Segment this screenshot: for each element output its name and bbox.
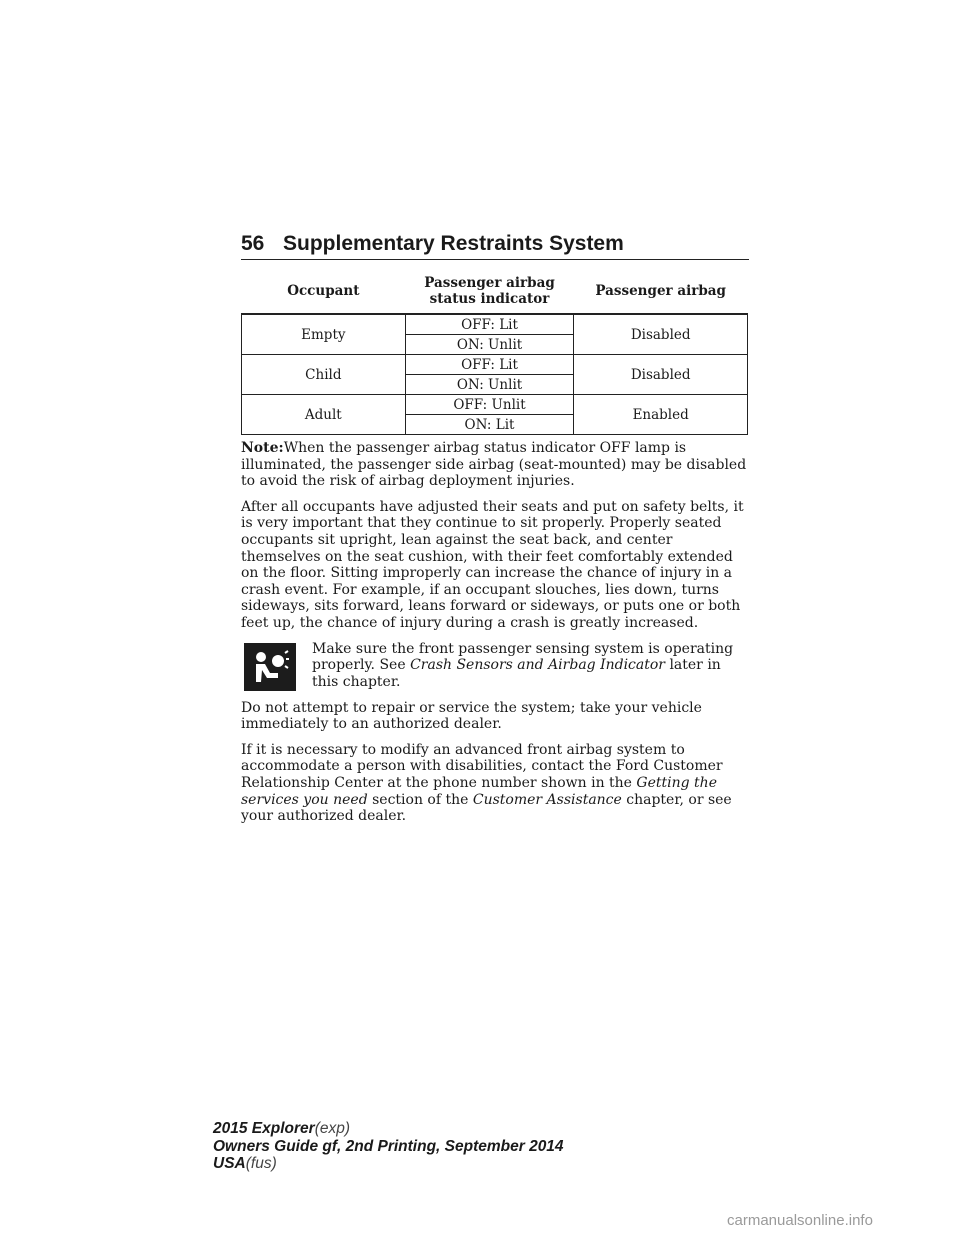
note-paragraph bbox=[241, 440, 751, 490]
table-row bbox=[242, 314, 748, 335]
footer-line-3 bbox=[213, 1155, 564, 1173]
col-header-airbag: Passenger airbag bbox=[595, 283, 726, 299]
note-text: When the passenger airbag status indicator OFF lamp is illuminated, the passenger side airbag (seat-mounted) may be disabled to avoid the risk of airbag deployment injuries. bbox=[241, 440, 747, 490]
col-header-indicator-line2: status indicator bbox=[429, 291, 550, 307]
page-footer bbox=[213, 1120, 564, 1173]
airbag-warning-icon bbox=[244, 643, 296, 691]
modify-text-1: If it is necessary to modify an advanced front airbag system to accommodate a person with disabilities, contact the Ford Customer Relationship Center at the phone number shown in the bbox=[241, 741, 723, 791]
cell-airbag: Disabled bbox=[574, 355, 748, 395]
cell-occupant: Child bbox=[242, 355, 406, 395]
page-header bbox=[241, 232, 749, 262]
cell-occupant: Empty bbox=[242, 314, 406, 355]
cell-indicator-on: ON: Lit bbox=[405, 415, 574, 435]
airbag-status-table bbox=[241, 271, 748, 435]
footer-market-code: (fus) bbox=[245, 1155, 277, 1172]
warning-crossref: Crash Sensors and Airbag Indicator bbox=[410, 657, 665, 674]
warning-text bbox=[312, 641, 751, 691]
cell-indicator-off: OFF: Lit bbox=[405, 314, 574, 335]
cell-indicator-off: OFF: Lit bbox=[405, 355, 574, 375]
watermark: carmanualsonline.info bbox=[727, 1212, 873, 1229]
cell-indicator-off: OFF: Unlit bbox=[405, 395, 574, 415]
col-header-indicator bbox=[405, 271, 574, 314]
footer-model-code: (exp) bbox=[314, 1120, 351, 1137]
warning-block bbox=[241, 641, 751, 691]
modify-crossref-2: Customer Assistance bbox=[472, 791, 622, 808]
cell-indicator-on: ON: Unlit bbox=[405, 335, 574, 355]
cell-indicator-on: ON: Unlit bbox=[405, 375, 574, 395]
page-number: 56 bbox=[241, 232, 265, 255]
repair-paragraph: Do not attempt to repair or service the system; take your vehicle immediately to an authorized dealer. bbox=[241, 699, 702, 733]
cell-airbag: Disabled bbox=[574, 314, 748, 355]
body-text bbox=[241, 440, 751, 834]
modify-paragraph bbox=[241, 742, 751, 825]
modify-text-3: chapter, or see your authorized dealer. bbox=[241, 791, 732, 825]
col-header-occupant: Occupant bbox=[287, 283, 360, 299]
header-rule bbox=[241, 259, 749, 260]
cell-airbag: Enabled bbox=[574, 395, 748, 435]
table-row bbox=[242, 355, 748, 375]
warning-text-after: later in this chapter. bbox=[312, 657, 721, 690]
modify-crossref-1: Getting the services you need bbox=[241, 774, 717, 808]
sitting-paragraph: After all occupants have adjusted their seats and put on safety belts, it is very important that they continue to sit properly. Properly seated occupants sit upright, lean against the seat back, and center themselves on the seat cushion, with their feet comfortably extended on the floor. Sitting improperly can increase the chance of injury in a crash event. For example, if an occupant slouches, lies down, turns sideways, sits forward, leans forward or sideways, or puts one or both feet up, the chance of injury during a crash is greatly increased. bbox=[241, 498, 744, 631]
footer-market: USA bbox=[213, 1155, 246, 1172]
modify-text-2: section of the bbox=[367, 791, 473, 808]
table-row bbox=[242, 395, 748, 415]
col-header-indicator-line1: Passenger airbag bbox=[424, 275, 555, 291]
footer-line-2: Owners Guide gf, 2nd Printing, September 2014 bbox=[213, 1137, 564, 1155]
table-header-row bbox=[242, 271, 748, 314]
warning-text-before: Make sure the front passenger sensing system is operating properly. See bbox=[312, 640, 734, 674]
section-title: Supplementary Restraints System bbox=[283, 232, 624, 255]
note-label: Note: bbox=[241, 440, 284, 456]
footer-model: 2015 Explorer bbox=[213, 1120, 315, 1137]
cell-occupant: Adult bbox=[242, 395, 406, 435]
footer-line-1 bbox=[213, 1120, 564, 1138]
